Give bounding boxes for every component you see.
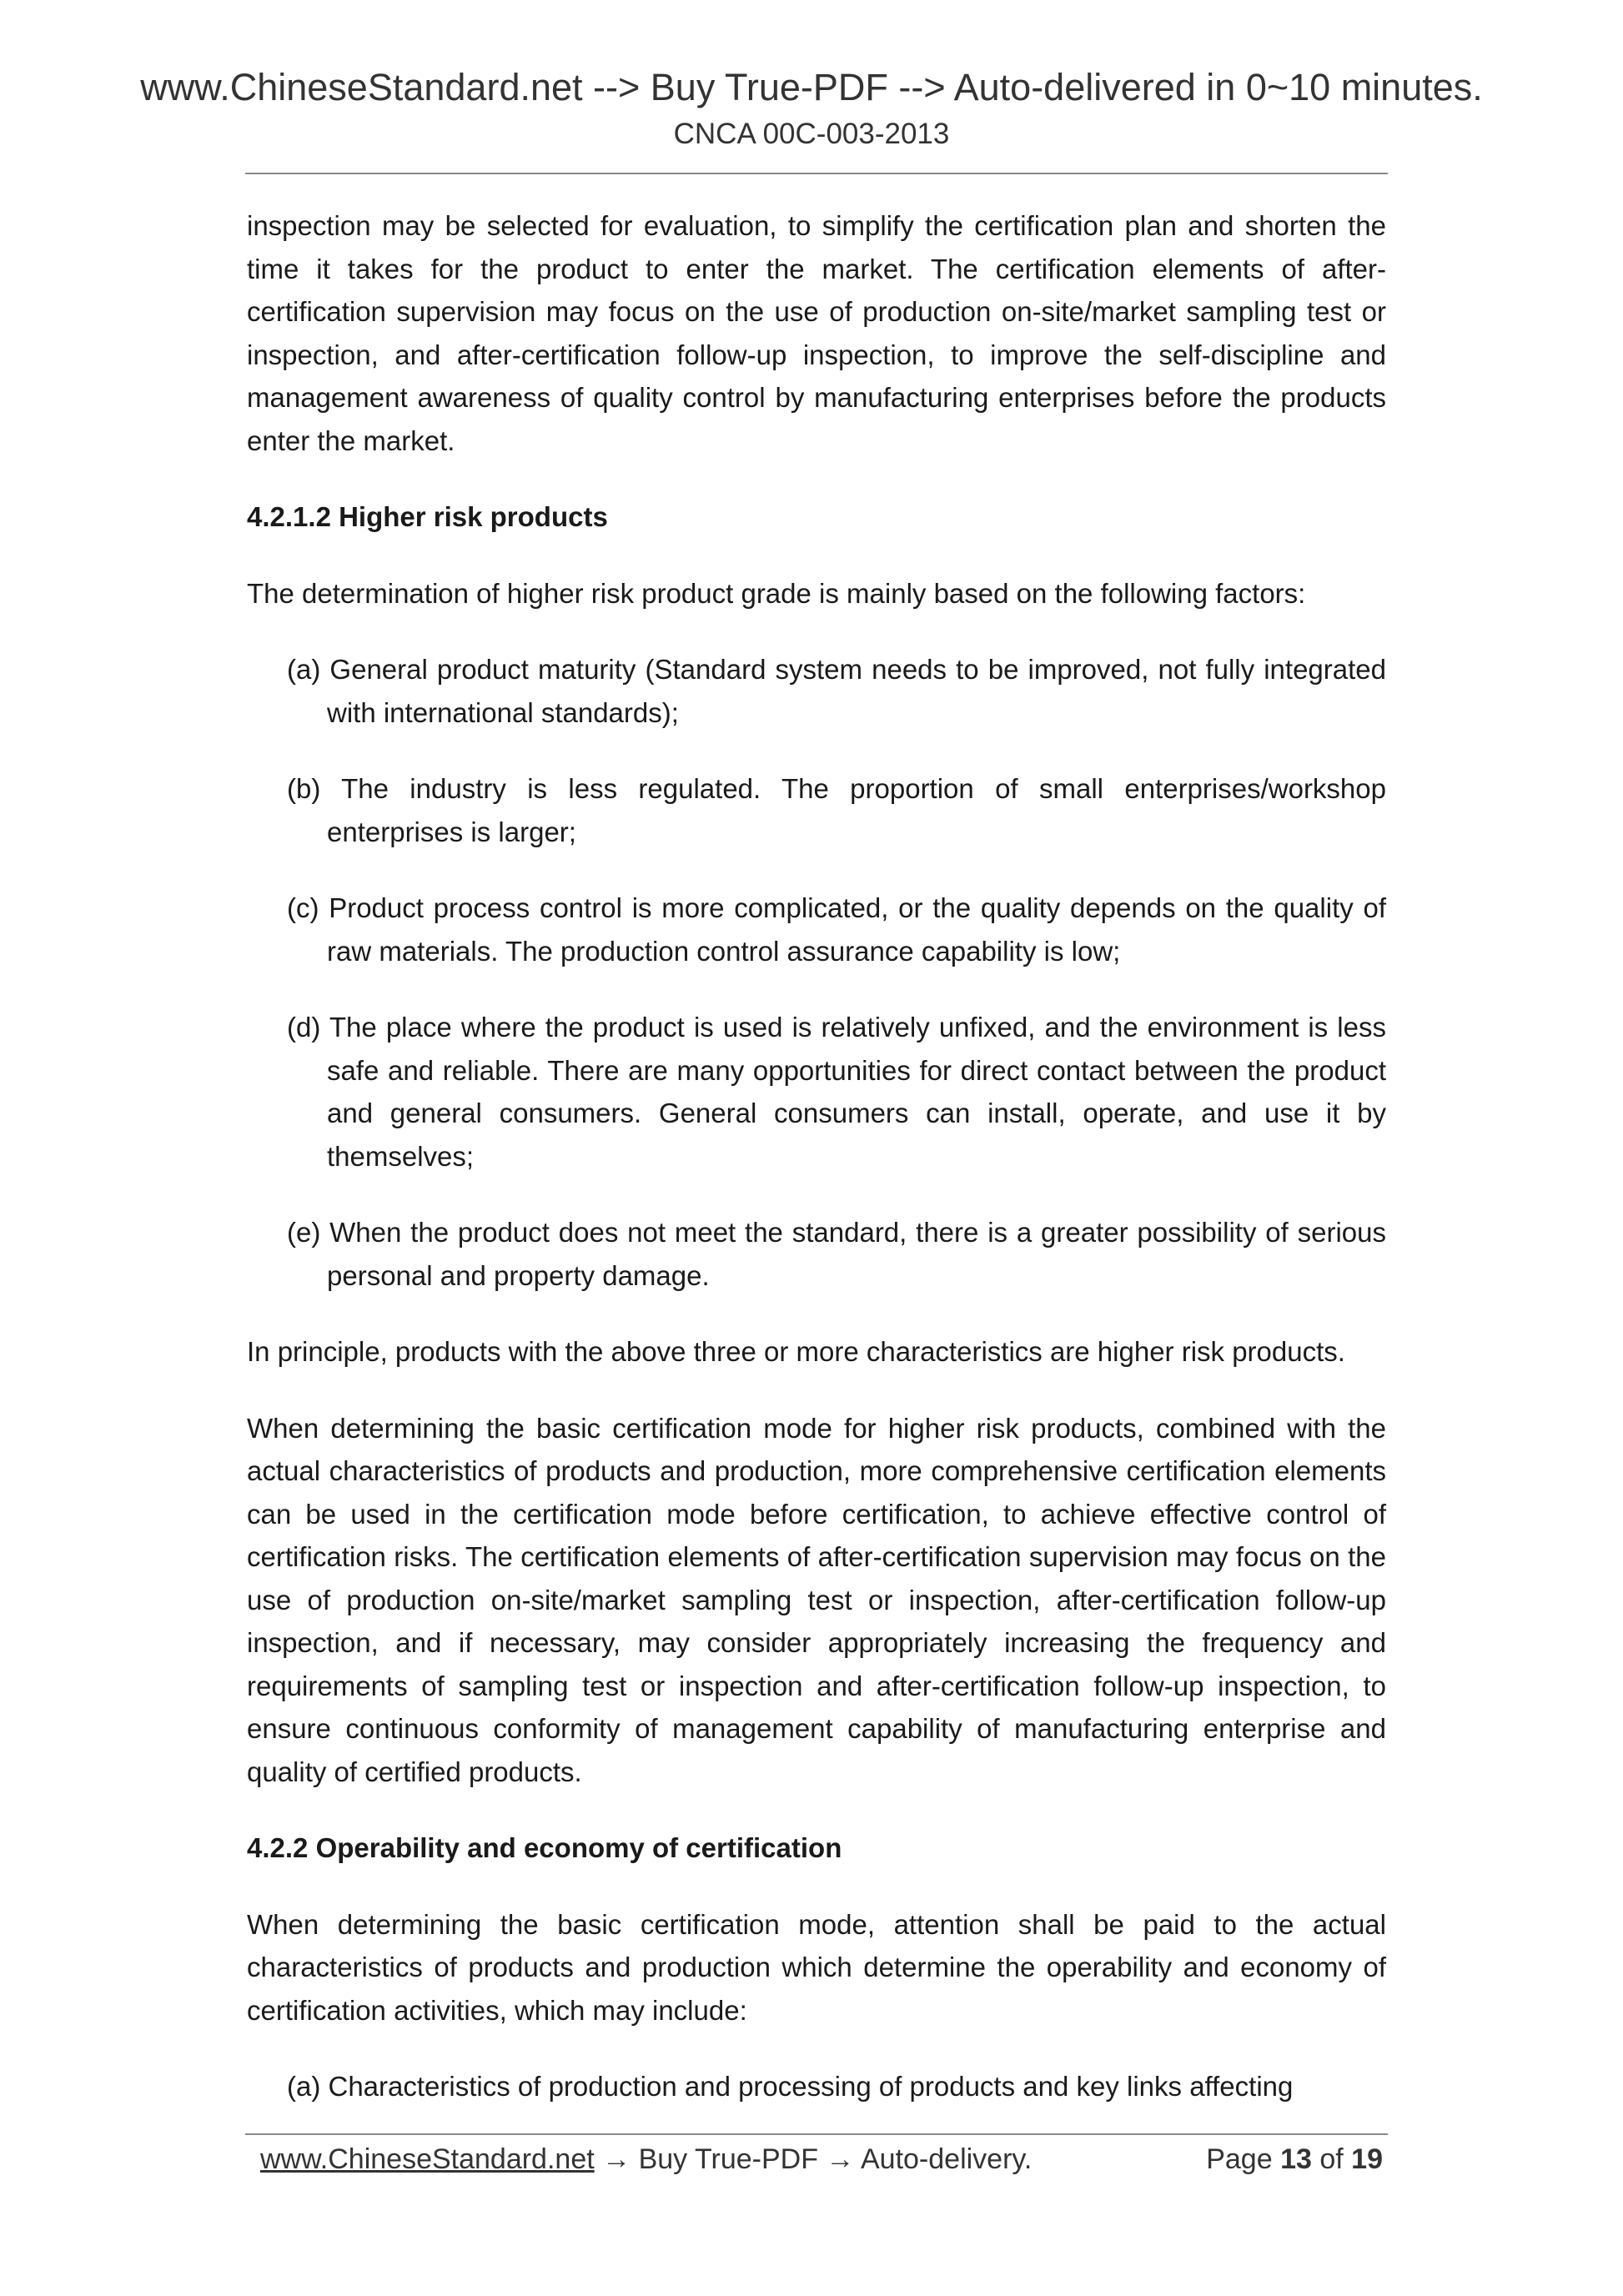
footer-left (260, 2140, 1032, 2178)
page-label: Page (1206, 2143, 1273, 2175)
section-4-2-2-lead: When determining the basic certification mode, attention shall be paid to the actual characteristics of products and production which determine the operability and economy of certification activities, which may include: (247, 1908, 1386, 2026)
page-content (247, 204, 1386, 2108)
header-divider (245, 173, 1388, 174)
factor-item-e: (e) When the product does not meet the standard, there is a greater possibility of serious personal and property damage. (287, 1217, 1386, 1291)
section-4-2-1-2-lead: The determination of higher risk product grade is mainly based on the following factors: (247, 577, 1306, 609)
of-label: of (1319, 2143, 1344, 2175)
footer-site-link[interactable]: www.ChineseStandard.net (260, 2143, 595, 2175)
section-4-2-2-item-a: (a) Characteristics of production and processing of products and key links affecting (287, 2071, 1294, 2102)
principle-paragraph: In principle, products with the above three or more characteristics are higher risk products. (247, 1336, 1345, 1367)
certification-mode-paragraph: When determining the basic certification mode for higher risk products, combined with the actual characteristics of products and production, more comprehensive certification elements can be used in the certification mode before certification, to achieve effective control of certification risks. The certification elements of after-certification supervision may focus on the use of production on-site/market sampling test or inspection, after-certification follow-up inspection, and if necessary, may consider appropriately increasing the frequency and requirements of sampling test or inspection and after-certification follow-up inspection, to ensure continuous conformity of management capability of manufacturing enterprise and quality of certified products. (247, 1412, 1386, 1787)
page-number (1206, 2140, 1383, 2178)
current-page: 13 (1280, 2143, 1312, 2175)
factor-item-a: (a) General product maturity (Standard system needs to be improved, not fully integrated with international standards); (287, 654, 1386, 728)
footer-tagline: → Buy True-PDF → Auto-delivery. (602, 2143, 1033, 2175)
factor-item-b: (b) The industry is less regulated. The proportion of small enterprises/workshop enterprises is larger; (287, 773, 1386, 847)
header-banner: www.ChineseStandard.net --> Buy True-PDF --> Auto-delivered in 0~10 minutes. (140, 66, 1483, 108)
factor-item-c: (c) Product process control is more complicated, or the quality depends on the quality of raw materials. The production control assurance capability is low; (287, 892, 1386, 967)
intro-paragraph: inspection may be selected for evaluation, to simplify the certification plan and shorten the time it takes for the product to enter the market. The certification elements of after-certification supervision may focus on the use of production on-site/market sampling test or inspection, and after-certification follow-up inspection, to improve the self-discipline and management awareness of quality control by manufacturing enterprises before the products enter the market. (247, 210, 1386, 456)
footer-divider (245, 2133, 1388, 2135)
section-4-2-1-2-heading: 4.2.1.2 Higher risk products (247, 501, 608, 532)
total-pages: 19 (1351, 2143, 1383, 2175)
factor-item-d: (d) The place where the product is used is relatively unfixed, and the environment is less safe and reliable. There are many opportunities for direct contact between the product and general consumers. General consumers can install, operate, and use it by themselves; (287, 1012, 1386, 1172)
document-code: CNCA 00C-003-2013 (673, 118, 950, 150)
section-4-2-2-heading: 4.2.2 Operability and economy of certification (247, 1832, 842, 1863)
